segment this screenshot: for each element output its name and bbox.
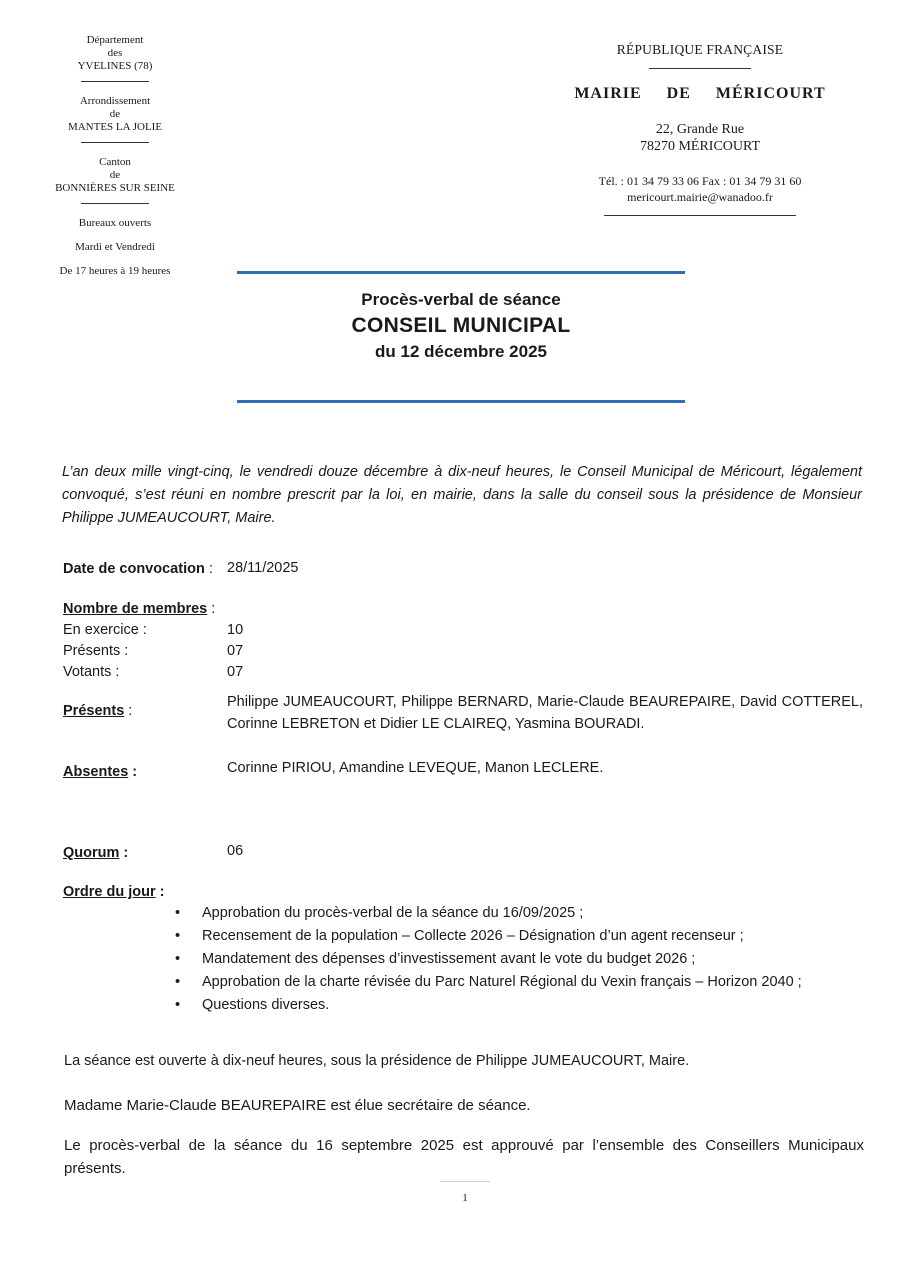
- votants-label: Votants :: [63, 664, 120, 680]
- presents-count-value: 07: [227, 643, 244, 659]
- bullet-icon: •: [175, 997, 181, 1013]
- agenda-heading: [63, 884, 165, 900]
- agenda-item: [175, 902, 875, 925]
- title-top-rule: [237, 271, 685, 274]
- arrondissement-name: MANTES LA JOLIE: [67, 121, 163, 133]
- title-bottom-rule: [237, 400, 685, 403]
- bullet-icon: •: [175, 905, 181, 921]
- secretary-paragraph: Madame Marie-Claude BEAUREPAIRE est élue secrétaire de séance.: [64, 1097, 531, 1114]
- hours-line: Bureaux ouverts: [78, 217, 152, 229]
- address-line: 22, Grande Rue: [655, 122, 745, 137]
- convocation-date: 28/11/2025: [227, 560, 299, 576]
- intro-paragraph: L’an deux mille vingt-cinq, le vendredi douze décembre à dix-neuf heures, le Conseil Municipal de Méricourt, légalement convoqué, s’est réuni en nombre prescrit par la loi, en mairie, dans la salle du conseil sous la présidence de Monsieur Philippe JUMEAUCOURT, Maire.: [62, 464, 862, 526]
- page-number-box: [440, 1181, 490, 1238]
- members-colon: :: [207, 601, 216, 617]
- divider: [649, 68, 751, 69]
- canton-block: [30, 156, 200, 195]
- en-exercice-value: 10: [227, 622, 244, 638]
- document-title: [237, 290, 685, 362]
- votants-value: 07: [227, 664, 244, 680]
- quorum-value: 06: [227, 843, 244, 859]
- phone-line: Tél. : 01 34 79 33 06 Fax : 01 34 79 31 60: [598, 174, 802, 188]
- administrative-header: [30, 34, 200, 289]
- title-line-1: Procès-verbal de séance: [361, 290, 561, 309]
- members-heading: [63, 601, 215, 617]
- divider: [81, 81, 149, 82]
- absentes-label: Absentes: [63, 764, 129, 780]
- canton-label: Canton: [99, 156, 131, 168]
- arrondissement-label: Arrondissement: [79, 95, 151, 107]
- agenda-item-text: Recensement de la population – Collecte 2026 – Désignation d’un agent recenseur ;: [202, 928, 744, 944]
- presents-label: Présents: [63, 703, 125, 719]
- mairie-header: [560, 42, 840, 216]
- agenda-item: [175, 925, 875, 948]
- quorum-colon: :: [119, 845, 129, 861]
- agenda-item-text: Mandatement des dépenses d’investissement avant le vote du budget 2026 ;: [202, 951, 696, 967]
- departement-block: [30, 34, 200, 73]
- approval-paragraph: Le procès-verbal de la séance du 16 septembre 2025 est approuvé par l’ensemble des Conseillers Municipaux présents.: [64, 1137, 864, 1177]
- divider: [81, 203, 149, 204]
- presents-count-label: Présents :: [63, 643, 129, 659]
- en-exercice-label: En exercice :: [63, 622, 147, 638]
- agenda-item: [175, 994, 875, 1017]
- members-label: Nombre de membres: [63, 601, 208, 617]
- page-number: 1: [462, 1192, 468, 1204]
- members-row: [63, 620, 244, 641]
- opening-paragraph: La séance est ouverte à dix-neuf heures, sous la présidence de Philippe JUMEAUCOURT, Maire.: [64, 1053, 690, 1069]
- canton-de: de: [109, 169, 121, 181]
- agenda-colon: :: [155, 884, 165, 900]
- agenda-item-text: Approbation du procès-verbal de la séance du 16/09/2025 ;: [202, 905, 584, 921]
- presents-names: Philippe JUMEAUCOURT, Philippe BERNARD, Marie-Claude BEAUREPAIRE, David COTTEREL, Corinne LEBRETON et Didier LE CLAIREQ, Yasmina BOURADI.: [227, 694, 863, 732]
- bullet-icon: •: [175, 928, 181, 944]
- hours-line: De 17 heures à 19 heures: [59, 265, 171, 277]
- quorum-heading: [63, 845, 128, 861]
- divider: [81, 142, 149, 143]
- hours-line: Mardi et Vendredi: [75, 241, 155, 253]
- agenda-label: Ordre du jour: [63, 884, 156, 900]
- email-line: mericourt.mairie@wanadoo.fr: [627, 190, 773, 204]
- departement-des: des: [107, 47, 123, 59]
- convocation-colon: :: [204, 561, 213, 577]
- opening-hours: [30, 217, 200, 278]
- absentes-colon: :: [128, 764, 138, 780]
- agenda-item-text: Approbation de la charte révisée du Parc Naturel Régional du Vexin français – Horizon 2040 ;: [202, 974, 802, 990]
- members-counts: [63, 620, 244, 683]
- address-line: 78270 MÉRICOURT: [639, 139, 761, 154]
- bullet-icon: •: [175, 951, 181, 967]
- convocation-row: [63, 561, 213, 577]
- agenda-item: [175, 971, 875, 994]
- mairie-name: MAIRIE DE MÉRICOURT: [574, 85, 826, 102]
- divider: [604, 215, 796, 216]
- canton-name: BONNIÈRES SUR SEINE: [55, 182, 175, 194]
- republic-label: RÉPUBLIQUE FRANÇAISE: [616, 42, 784, 57]
- departement-name: YVELINES (78): [77, 60, 153, 72]
- members-row: [63, 662, 244, 683]
- presents-heading: [63, 703, 132, 719]
- absentes-heading: [63, 764, 137, 780]
- presents-colon: :: [124, 703, 133, 719]
- title-line-2: CONSEIL MUNICIPAL: [351, 314, 571, 337]
- absentes-names: Corinne PIRIOU, Amandine LEVEQUE, Manon LECLERE.: [227, 760, 604, 776]
- agenda-item: [175, 948, 875, 971]
- quorum-label: Quorum: [63, 845, 120, 861]
- agenda-list: [175, 902, 875, 1017]
- members-row: [63, 641, 244, 662]
- title-line-3: du 12 décembre 2025: [375, 342, 547, 361]
- convocation-label: Date de convocation: [63, 561, 205, 577]
- arrondissement-block: [30, 95, 200, 134]
- agenda-item-text: Questions diverses.: [202, 997, 330, 1013]
- bullet-icon: •: [175, 974, 181, 990]
- arrondissement-de: de: [109, 108, 121, 120]
- departement-label: Département: [86, 34, 144, 46]
